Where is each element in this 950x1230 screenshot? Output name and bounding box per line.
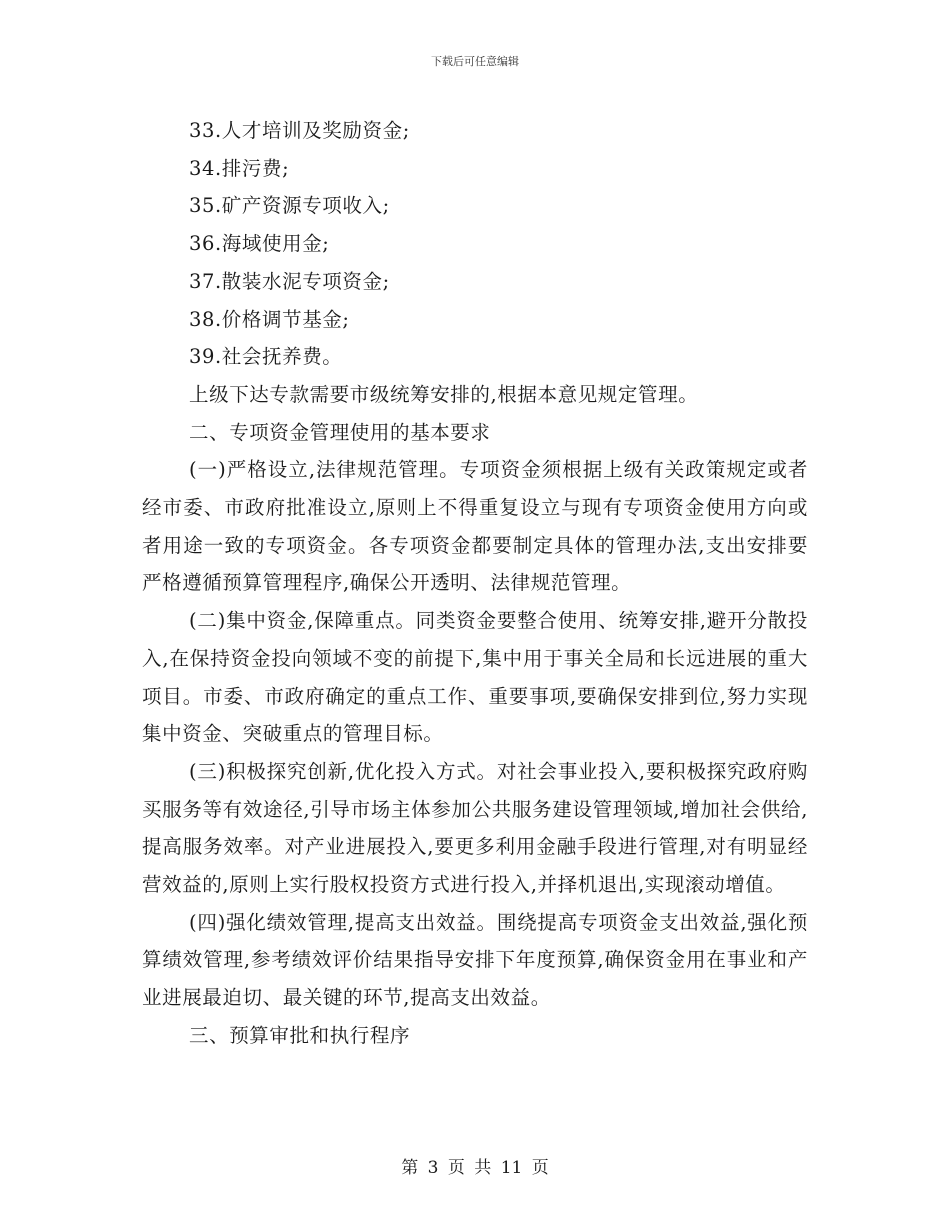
document-body [142, 112, 808, 1055]
list-item: 38.价格调节基金; [189, 307, 350, 331]
note-paragraph: 上级下达专款需要市级统筹安排的,根据本意见规定管理。 [189, 382, 699, 406]
section-heading-2: 二、专项资金管理使用的基本要求 [189, 420, 491, 444]
list-item: 39.社会抚养费。 [189, 345, 343, 369]
paragraph-1: (一)严格设立,法律规范管理。专项资金须根据上级有关政策规定或者经市委、市政府批准设立,原则上不得重复设立与现有专项资金使用方向或者用途一致的专项资金。各专项资金都要制定具体的管理办法,支出安排要严格遵循预算管理程序,确保公开透明、法律规范管理。 [142, 458, 808, 595]
page-header: 下载后可任意编辑 [431, 55, 519, 68]
list-item: 35.矿产资源专项收入; [189, 194, 390, 218]
list-item: 33.人才培训及奖励资金; [189, 119, 410, 142]
paragraph-3: (三)积极探究创新,优化投入方式。对社会事业投入,要积极探究政府购买服务等有效途径,引导市场主体参加公共服务建设管理领域,增加社会供给,提高服务效率。对产业进展投入,要更多利用金融手段进行管理,对有明显经营效益的,原则上实行股权投资方式进行投入,并择机退出,实现滚动增值。 [142, 759, 808, 897]
section-heading-3: 三、预算审批和执行程序 [189, 1023, 411, 1047]
page-footer: 第 3 页 共 11 页 [401, 1158, 549, 1178]
paragraph-4: (四)强化绩效管理,提高支出效益。围绕提高专项资金支出效益,强化预算绩效管理,参考绩效评价结果指导安排下年度预算,确保资金用在事业和产业进展最迫切、最关键的环节,提高支出效益。 [142, 910, 808, 1010]
list-item: 37.散装水泥专项资金; [189, 269, 390, 293]
list-item: 36.海域使用金; [189, 232, 330, 256]
list-item: 34.排污费; [189, 156, 290, 180]
paragraph-2: (二)集中资金,保障重点。同类资金要整合使用、统筹安排,避开分散投入,在保持资金投向领域不变的前提下,集中用于事关全局和长远进展的重大项目。市委、市政府确定的重点工作、重要事项,要确保安排到位,努力实现集中资金、突破重点的管理目标。 [142, 609, 808, 746]
